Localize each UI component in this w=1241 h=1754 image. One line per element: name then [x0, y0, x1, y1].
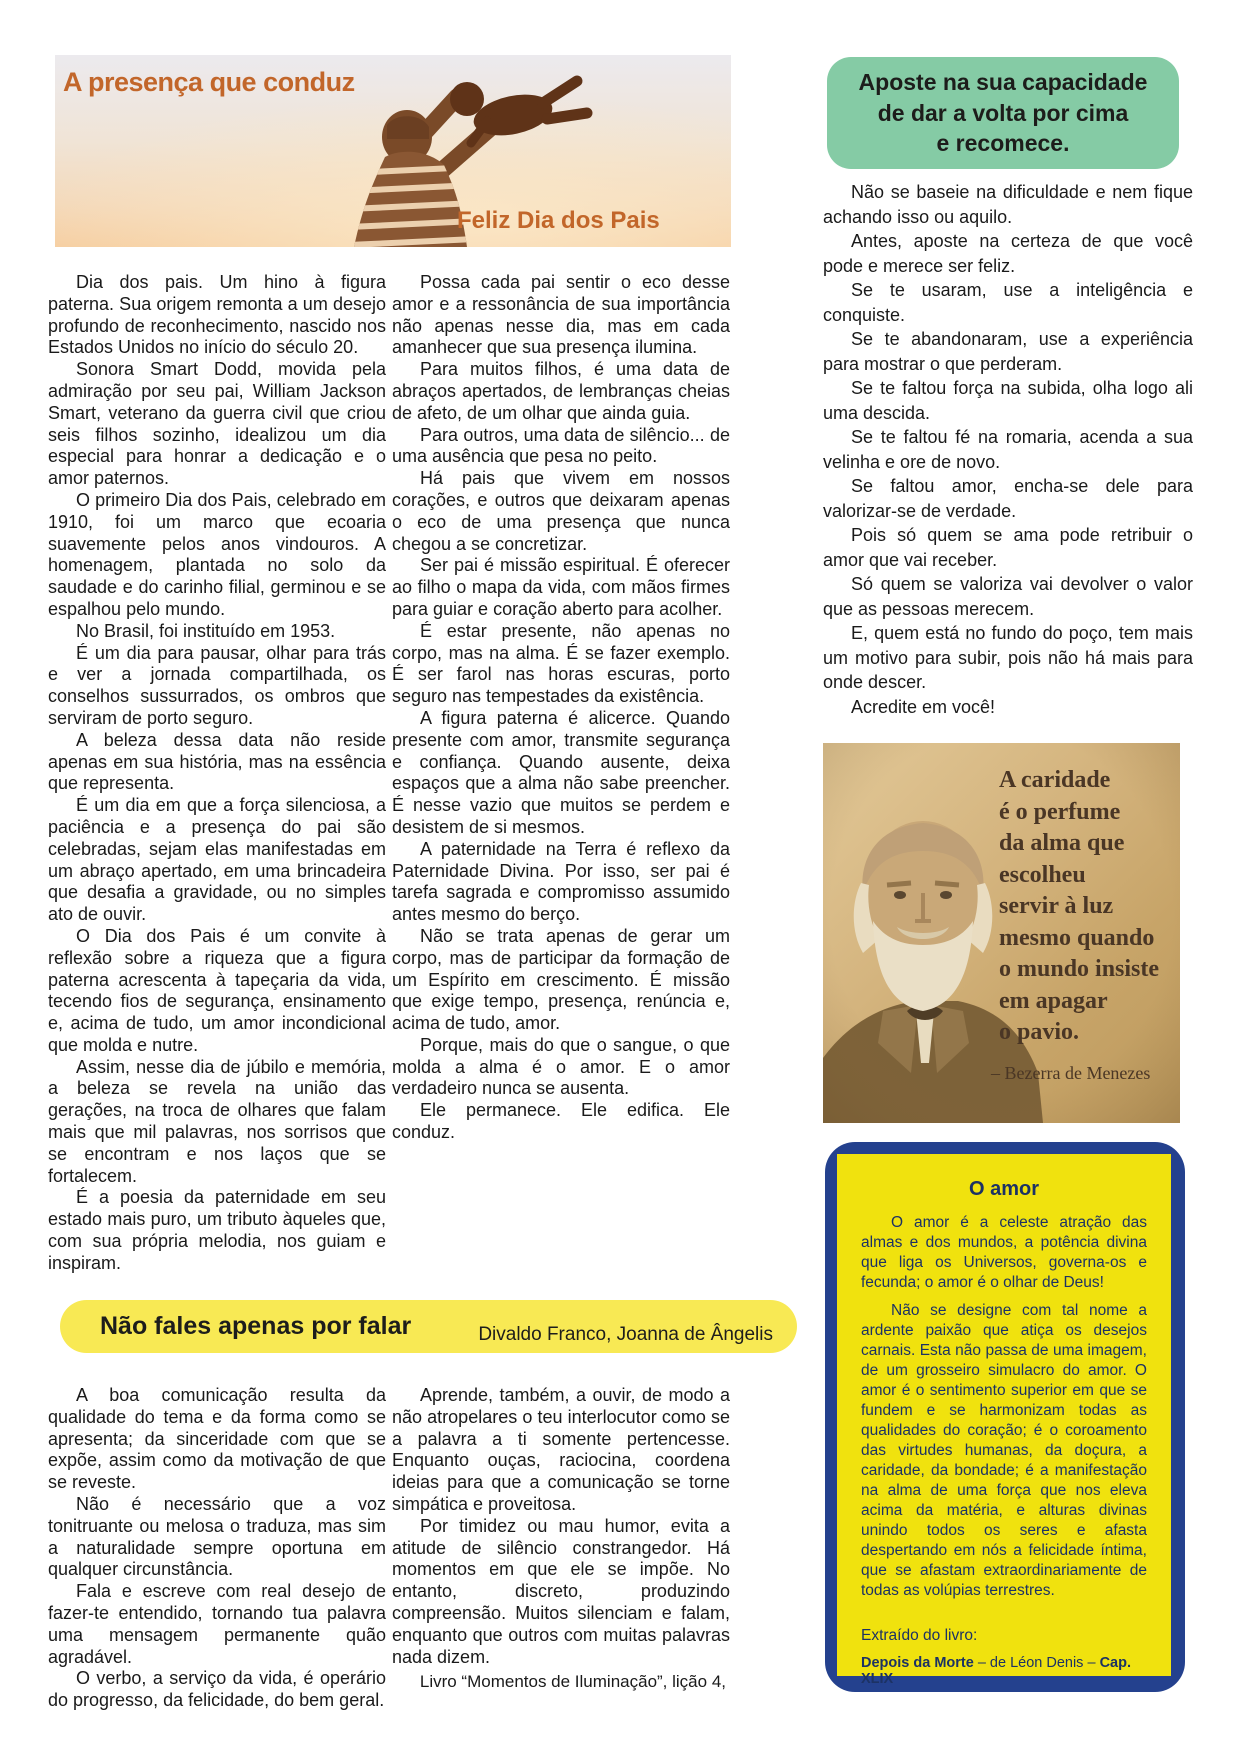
- paragraph: A figura paterna é alicerce. Quando presente com amor, transmite segurança e confiança. Quando ausente, deixa espaços que a alma não sabe preencher. É nesse vazio que muitos se perdem e desistem de si mesmos.: [392, 707, 730, 837]
- paragraph: Não se baseie na dificuldade e nem fique achando isso ou aquilo.: [823, 182, 1193, 227]
- paragraph: Se te faltou força na subida, olha logo ali uma descida.: [823, 378, 1193, 423]
- paragraph: Ele permanece. Ele edifica. Ele conduz.: [392, 1100, 730, 1143]
- paragraph: Para outros, uma data de silêncio... de uma ausência que pesa no peito.: [392, 424, 730, 467]
- article2-authors: Divaldo Franco, Joanna de Ângelis: [478, 1324, 773, 1345]
- paragraph: Antes, aposte na certeza de que você pode e merece ser feliz.: [823, 231, 1193, 276]
- paragraph: Não se trata apenas de gerar um corpo, mas de participar da formação de um Espírito em crescimento. É missão que exige tempo, presença, renúncia e, acima de tudo, amor.: [392, 925, 730, 1034]
- article2-column1: [48, 1385, 386, 1712]
- paragraph: Porque, mais do que o sangue, o que molda a alma é o amor. E o amor verdadeiro nunca se ausenta.: [392, 1034, 730, 1099]
- paragraph: O amor é a celeste atração das almas e dos mundos, a potência divina que liga os Universos, governa-os e fecunda; o amor é o olhar de Deus!: [861, 1214, 1147, 1291]
- paragraph: Se te faltou fé na romaria, acenda a sua velinha e ore de novo.: [823, 427, 1193, 472]
- paragraph: Há pais que vivem em nossos corações, e outros que deixaram apenas o eco de uma presença que nunca chegou a se concretizar.: [392, 468, 730, 554]
- paragraph: Para muitos filhos, é uma data de abraços apertados, de lembranças cheias de afeto, de um olhar que ainda guia.: [392, 359, 730, 423]
- paragraph: Fala e escreve com real desejo de fazer-te entendido, tornando tua palavra uma mensagem permanente quão agradável.: [48, 1581, 386, 1667]
- quote-line: mesmo quando: [999, 924, 1155, 951]
- article2-banner: [60, 1300, 797, 1353]
- article1-column1: [48, 272, 386, 1275]
- paragraph: A boa comunicação resulta da qualidade do tema e da forma como se apresenta; da sinceridade com que se expõe, assim como da motivação de que se reveste.: [48, 1385, 386, 1493]
- paragraph: A beleza dessa data não reside apenas em sua história, mas na essência que representa.: [48, 729, 386, 794]
- paragraph: E, quem está no fundo do poço, tem mais um motivo para subir, pois não há mais para onde descer.: [823, 623, 1193, 692]
- source-chapter: Cap. XLIX: [861, 1655, 1131, 1687]
- love-box-title: O amor: [968, 1178, 1040, 1200]
- source-author: – de Léon Denis –: [973, 1655, 1100, 1671]
- bezerra-quote-image: [823, 743, 1180, 1123]
- paragraph: Só quem se valoriza vai devolver o valor que as pessoas merecem.: [823, 574, 1193, 619]
- green-box-line: de dar a volta por cima: [877, 99, 1129, 126]
- paragraph: É estar presente, não apenas no corpo, mas na alma. É se fazer exemplo. É ser farol nas horas escuras, porto seguro nas tempestades da existência.: [392, 620, 730, 707]
- article2-source: Livro “Momentos de Iluminação”, lição 4,: [419, 1672, 726, 1692]
- article1-column2: [392, 272, 730, 1144]
- quote-line: servir à luz: [999, 893, 1114, 919]
- paragraph: Se faltou amor, encha-se dele para valorizar-se de verdade.: [823, 476, 1193, 521]
- quote-line: o pavio.: [999, 1019, 1080, 1045]
- love-box-frame: [825, 1142, 1185, 1692]
- quote-line: da alma que: [999, 830, 1125, 856]
- paragraph: Dia dos pais. Um hino à figura paterna. Sua origem remonta a um desejo profundo de reconhecimento, nascido nos Estados Unidos no início do século 20.: [48, 272, 386, 358]
- green-motivation-box: [827, 57, 1179, 169]
- quote-line: é o perfume: [999, 798, 1121, 825]
- paragraph: Ser pai é missão espiritual. É oferecer ao filho o mapa da vida, com mãos firmes para guiar e coração aberto para acolher.: [392, 555, 730, 619]
- paragraph: O verbo, a serviço da vida, é operário do progresso, da felicidade, do bem geral.: [48, 1668, 386, 1711]
- quote-line: em apagar: [999, 987, 1108, 1014]
- quote-line: A caridade: [999, 767, 1111, 793]
- paragraph: O primeiro Dia dos Pais, celebrado em 1910, foi um marco que ecoaria suavemente pelos anos vindouros. A homenagem, plantada no solo da saudade e do carinho filial, germinou e se espalhou pelo mundo.: [48, 489, 386, 619]
- paragraph: Por timidez ou mau humor, evita a atitude de silêncio constrangedor. Há momentos em que ele se impõe. No entanto, discreto, produzindo compreensão. Muitos silenciam e falam, enquanto que outros com muitas palavras nada dizem.: [392, 1515, 730, 1667]
- green-box-line: Aposte na sua capacidade: [858, 69, 1148, 96]
- paragraph: Acredite em você!: [851, 696, 996, 717]
- quote-attribution: – Bezerra de Menezes: [991, 1063, 1151, 1083]
- article2-title: Não fales apenas por falar: [100, 1312, 412, 1340]
- article2-column2-text: [392, 1385, 730, 1668]
- sidebar-motivation-text: [823, 180, 1193, 719]
- love-box-text: [861, 1213, 1147, 1601]
- happy-fathers-day-caption: Feliz Dia dos Pais: [457, 207, 660, 234]
- hero-image: [55, 55, 731, 247]
- paragraph: É a poesia da paternidade em seu estado mais puro, um tributo àqueles que, com sua própria melodia, nos guiam e inspiram.: [48, 1187, 386, 1273]
- paragraph: O Dia dos Pais é um convite à reflexão sobre a riqueza que a figura paterna acrescenta à tapeçaria da vida, tecendo fios de segurança, ensinamento e, acima de tudo, um amor incondicional que molda e nutre.: [48, 925, 386, 1055]
- paragraph: Assim, nesse dia de júbilo e memória, a beleza se revela na união das gerações, na troca de olhares que falam mais que mil palavras, nos sorrisos que se encontram e nos laços que se fortalecem.: [48, 1056, 386, 1186]
- love-box: [837, 1154, 1171, 1687]
- paragraph: Pois só quem se ama pode retribuir o amor que vai receber.: [823, 525, 1193, 570]
- paragraph: Não é necessário que a voz tonitruante ou melosa o traduza, mas sim a naturalidade sempre oportuna em qualquer circunstância.: [48, 1493, 386, 1580]
- paragraph: Não se designe com tal nome a ardente paixão que atiça os desejos carnais. Esta não passa de uma imagem, de um grosseiro simulacro do amor. O amor é o sentimento superior em que se fundem e se harmonizam todas as qualidades do coração; é o coroamento das virtudes humanas, da doçura, a caridade, da bondade; é a manifestação na alma de uma força que nos eleva acima da matéria, e alturas divinas unindo todos os seres e afasta despertando em nós a felicidade íntima, que se afastam extraordinariamente de todas as volúpias terrestres.: [861, 1302, 1147, 1599]
- source-book-title: Depois da Morte: [861, 1655, 974, 1671]
- quote-line: escolheu: [999, 861, 1086, 888]
- love-box-source-label: Extraído do livro:: [861, 1627, 978, 1644]
- paragraph: É um dia para pausar, olhar para trás e ver a jornada compartilhada, os conselhos sussurrados, os ombros que serviram de porto seguro.: [48, 642, 386, 728]
- paragraph: É um dia em que a força silenciosa, a paciência e a presença do pai são celebradas, sejam elas manifestadas em um abraço apertado, em uma brincadeira que desafia a gravidade, ou no simples ato de ouvir.: [48, 795, 386, 925]
- quote-line: o mundo insiste: [999, 956, 1160, 982]
- paragraph: Se te abandonaram, use a experiência para mostrar o que perderam.: [823, 329, 1193, 374]
- article2-column2: [392, 1385, 730, 1693]
- love-box-source: [861, 1655, 1147, 1687]
- paragraph: Sonora Smart Dodd, movida pela admiração por seu pai, William Jackson Smart, veterano da guerra civil que criou seis filhos sozinho, idealizou um dia especial para honrar a dedicação e o amor paternos.: [48, 359, 386, 489]
- quote-text: [999, 765, 1171, 1049]
- paragraph: No Brasil, foi instituído em 1953.: [76, 620, 336, 641]
- article1-title: A presença que conduz: [63, 67, 355, 97]
- paragraph: Possa cada pai sentir o eco desse amor e a ressonância de sua importância não apenas nesse dia, mas em cada amanhecer que sua presença ilumina.: [392, 272, 730, 358]
- paragraph: A paternidade na Terra é reflexo da Paternidade Divina. Por isso, ser pai é tarefa sagrada e compromisso assumido antes mesmo do berço.: [392, 838, 730, 925]
- green-box-line: e recomece.: [936, 130, 1070, 157]
- paragraph: Aprende, também, a ouvir, de modo a não atropelares o teu interlocutor como se a palavra a ti somente pertencesse. Enquanto ouças, raciocina, coordena ideias para que a comunicação se torne simpática e proveitosa.: [392, 1385, 730, 1514]
- paragraph: Se te usaram, use a inteligência e conquiste.: [823, 280, 1193, 325]
